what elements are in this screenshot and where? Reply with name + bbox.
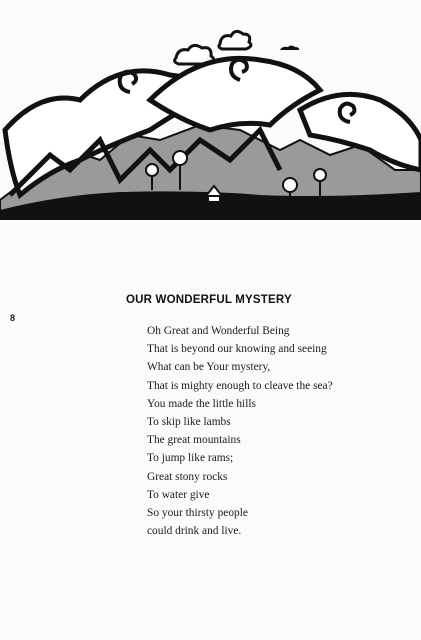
poem-line: To water give xyxy=(147,488,210,501)
poem-line: So your thirsty people xyxy=(147,507,248,520)
mountain-rams-illustration xyxy=(0,20,421,220)
poem-line: could drink and live. xyxy=(147,525,242,538)
poem-line: Great stony rocks xyxy=(147,470,228,483)
cloud-icon xyxy=(219,31,251,49)
poem-line: What can be Your mystery, xyxy=(147,361,271,374)
poem-line: That is mighty enough to cleave the sea? xyxy=(147,379,333,392)
poem-line: To skip like lambs xyxy=(147,416,231,429)
page-number: 8 xyxy=(10,313,16,323)
ram-mountain-center xyxy=(150,58,320,130)
poem-line: Oh Great and Wonderful Being xyxy=(147,325,290,337)
poem-line: The great mountains xyxy=(147,434,241,447)
poem-line: To jump like rams; xyxy=(147,452,234,465)
poem-line: You made the little hills xyxy=(147,397,256,410)
poem-body xyxy=(147,322,333,540)
poem-line: That is beyond our knowing and seeing xyxy=(147,343,327,356)
poem-title: OUR WONDERFUL MYSTERY xyxy=(126,294,292,306)
